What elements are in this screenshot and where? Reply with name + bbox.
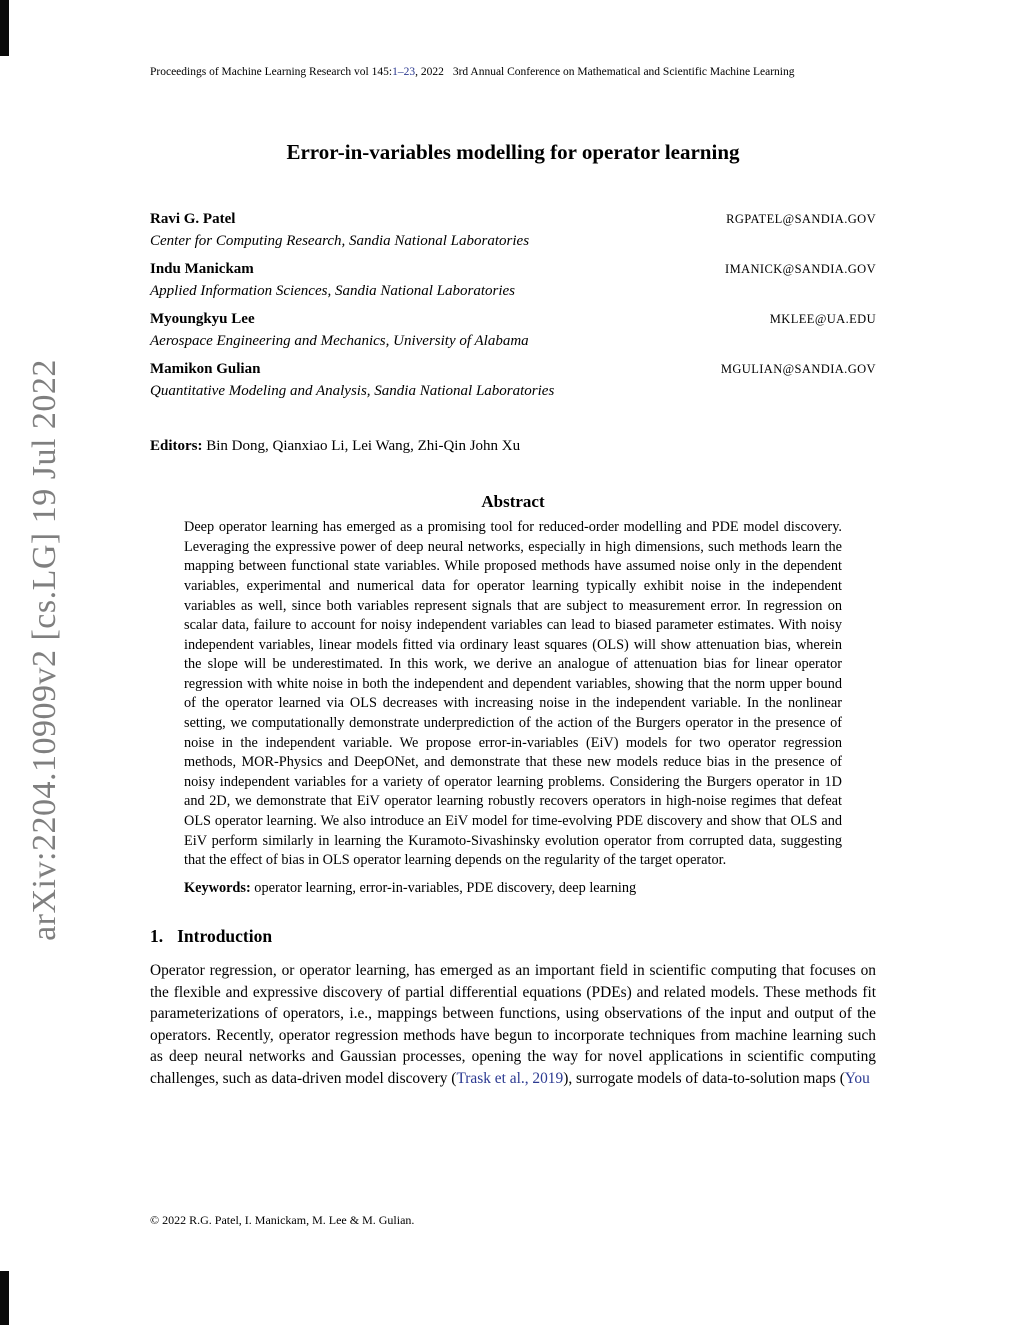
author-block xyxy=(150,210,876,251)
intro-text-1: Operator regression, or operator learning, has emerged as an important field in scientific computing that focuses on the flexible and expressive discovery of partial differential equations (PDEs) and related models. These methods fit parameterizations of operators, i.e., mappings between functions, using observations of the input and output of the operators. Recently, operator regression methods have begun to incorporate techniques from machine learning such as deep neural networks and Gaussian processes, opening the way for novel applications in scientific computing challenges, such as data-driven model discovery ( xyxy=(150,962,876,1087)
keywords-text: operator learning, error-in-variables, PDE discovery, deep learning xyxy=(254,879,637,896)
page-edge-artifact-bottom xyxy=(0,1271,9,1325)
citation-trask-2019-link[interactable]: Trask et al., 2019 xyxy=(456,1069,564,1087)
arxiv-watermark: arXiv:2204.10909v2 [cs.LG] 19 Jul 2022 xyxy=(26,359,63,941)
abstract-section xyxy=(184,518,842,898)
abstract-heading: Abstract xyxy=(481,492,545,512)
proceedings-pages-link[interactable]: 1–23 xyxy=(392,66,416,78)
editors-line xyxy=(150,437,876,456)
author-block xyxy=(150,310,876,351)
copyright-line: © 2022 R.G. Patel, I. Manickam, M. Lee & M. Gulian. xyxy=(150,1213,415,1227)
author-affiliation: Aerospace Engineering and Mechanics, University of Alabama xyxy=(150,333,529,350)
author-name: Mamikon Gulian xyxy=(150,361,261,378)
author-email: MKLEE@UA.EDU xyxy=(769,312,876,327)
intro-paragraph xyxy=(150,960,876,1089)
page-edge-artifact-top xyxy=(0,0,9,56)
section-heading-introduction xyxy=(150,926,876,946)
citation-you-link[interactable]: You xyxy=(844,1069,870,1087)
author-email: IMANICK@SANDIA.GOV xyxy=(725,262,876,277)
proceedings-header-sep: , 2022 xyxy=(415,66,444,78)
abstract-text: Deep operator learning has emerged as a promising tool for reduced-order modelling and PDE model discovery. Leveraging the expressive power of deep neural networks, especially in high dimensions, such methods learn the mapping between functional state variables. While proposed methods have assumed noise only in the dependent variables, experimental and numerical data for operator learning typically exhibit noise in the independent variables as well, since both variables represent signals that are subject to measurement error. In regression on scalar data, failure to account for noisy independent variables can lead to biased parameter estimates. With noisy independent variables, linear models fitted via ordinary least squares (OLS) will show attenuation bias, wherein the slope will be underestimated. In this work, we derive an analogue of attenuation bias for linear operator regression with white noise in both the independent and dependent variables, showing that the norm upper bound of the operator learned via OLS decreases with increasing noise in the independent variable. In the nonlinear setting, we computationally demonstrate underprediction of the action of the Burgers operator in the presence of noise in the independent variable. We propose error-in-variables (EiV) models for two operator regression methods, MOR-Physics and DeepONet, and demonstrate that these new models reduce bias in the presence of noisy independent variables for a variety of operator learning problems. Considering the Burgers operator in 1D and 2D, we demonstrate that EiV operator learning robustly recovers operators in high-noise regimes that defeat OLS operator learning. We also introduce an EiV model for time-evolving PDE discovery and show that OLS and EiV perform similarly in learning the Kuramoto-Sivashinsky evolution operator from corrupted data, suggesting that the effect of bias in OLS operator learning depends on the regularity of the target operator. xyxy=(184,519,842,869)
author-email: MGULIAN@SANDIA.GOV xyxy=(720,362,876,377)
keywords-line xyxy=(184,879,842,899)
editors-label: Editors: xyxy=(150,438,203,455)
author-affiliation: Applied Information Sciences, Sandia National Laboratories xyxy=(150,283,515,300)
author-affiliation: Center for Computing Research, Sandia National Laboratories xyxy=(150,233,530,250)
author-name: Ravi G. Patel xyxy=(150,211,236,228)
paper-content xyxy=(150,0,876,1089)
author-block xyxy=(150,260,876,301)
author-list xyxy=(150,210,876,401)
section-title: Introduction xyxy=(177,926,273,947)
author-affiliation: Quantitative Modeling and Analysis, Sandia National Laboratories xyxy=(150,383,555,400)
editors-names: Bin Dong, Qianxiao Li, Lei Wang, Zhi-Qin John Xu xyxy=(206,438,521,455)
keywords-label: Keywords: xyxy=(184,879,251,896)
proceedings-header-prefix: Proceedings of Machine Learning Research vol 145: xyxy=(150,66,393,78)
intro-text-2: ), surrogate models of data-to-solution maps ( xyxy=(563,1069,845,1087)
author-email: RGPATEL@SANDIA.GOV xyxy=(726,212,876,227)
author-name: Myoungkyu Lee xyxy=(150,311,255,328)
proceedings-header xyxy=(150,0,876,78)
paper-title: Error-in-variables modelling for operator learning xyxy=(286,140,740,164)
author-name: Indu Manickam xyxy=(150,261,254,278)
section-number: 1. xyxy=(150,926,164,947)
author-block xyxy=(150,360,876,401)
proceedings-conference-name: 3rd Annual Conference on Mathematical and Scientific Machine Learning xyxy=(452,66,795,78)
